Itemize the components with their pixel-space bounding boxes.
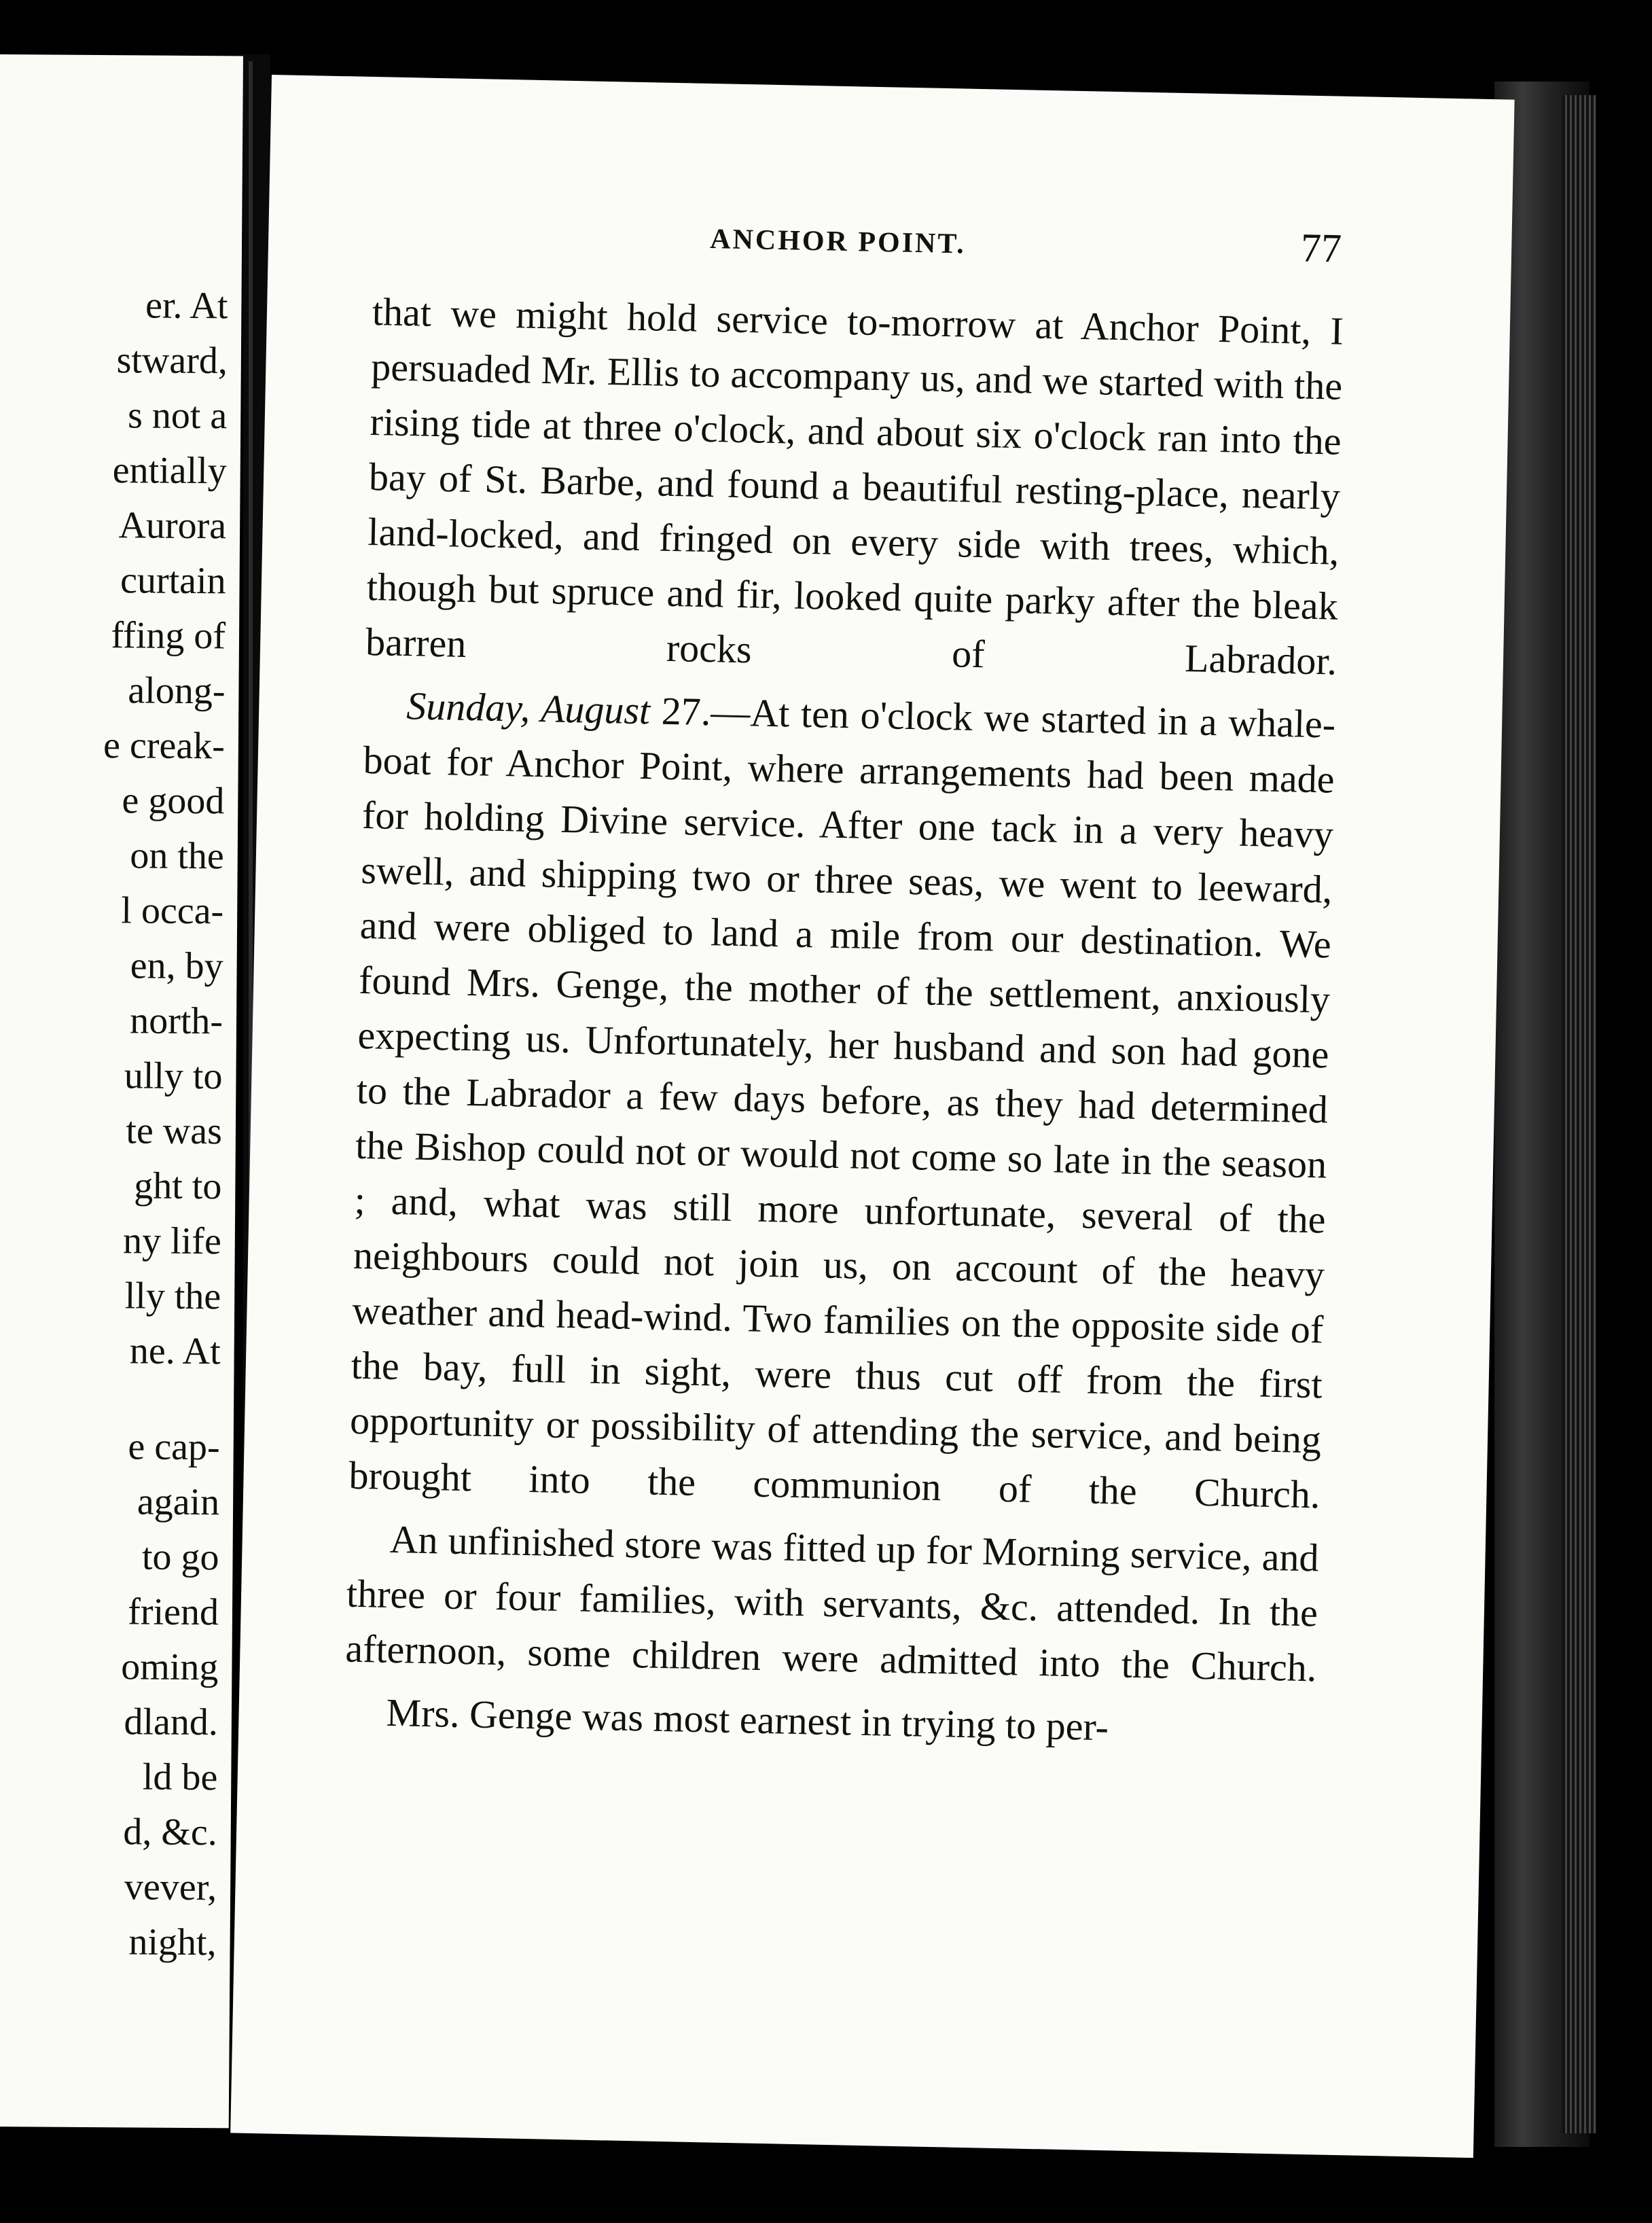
left-page-line: ully to [124,1054,223,1098]
left-page-line: en, by [130,944,223,988]
paragraph-3: An unfinished store was fitted up for Morning service, and three or four families, with servants, &c. attended. In the afternoon, some children were admitted into the Church. [344,1516,1320,1690]
left-page-line: friend [128,1590,219,1634]
left-page-line: d, &c. [123,1811,217,1854]
left-page-line: on the [130,834,224,878]
left-page-line: ne. At [129,1330,221,1373]
left-page-line: er. At [145,284,228,327]
left-page-line: l occa- [121,889,224,933]
left-page-line: dland. [124,1701,219,1744]
left-page-line: north- [129,999,223,1043]
left-page-line: s not a [127,394,228,438]
left-page-line: night, [128,1921,217,1964]
paragraph-2-text: 27.—At ten o'clock we started in a whale-boat for Anchor Point, where arrangements had been made for holding Divine service. After one tack in a very heavy swell, and shipping two or three seas, we went to leeward, and were obliged to land a mile from our destination. We found Mrs. Genge, the mother of the settlement, anxiously expecting us. Unfortunately, her husband and son had gone to the Labrador a few days before, as they had determined the Bishop could not or would not come so late in the season ; and, what was still more unfortunate, several of the neighbours could not join us, on account of the heavy weather and head-wind. Two families on the opposite side of the bay, full in sight, were thus cut off from the first opportunity or possibility of attending the service, and being brought into the communion of the Church. [348,688,1336,1517]
left-page-line: curtain [120,559,226,603]
paragraph-2 [348,677,1336,1522]
paragraph-1: that we might hold service to-morrow at Anchor Point, I persuaded Mr. Ellis to accompany us, and we started with the rising tide at three o'clock, and about six o'clock ran into the bay of St. Barbe, and found a beautiful resting-place, nearly land-locked, and fringed on every side with trees, which, though but spruce and fir, looked quite parky after the bleak barren rocks of Labrador. [365,289,1344,683]
left-page-line: Aurora [118,504,227,548]
left-page-line: to go [141,1535,219,1579]
page-stack-edges [1562,95,1596,2133]
date-lead: Sunday, August [406,683,651,733]
running-head: ANCHOR POINT. [709,224,967,260]
left-page-line: along- [128,669,226,713]
left-page-line: vever, [124,1866,217,1909]
paragraph-4: Mrs. Genge was most earnest in trying to per- [386,1690,1109,1749]
page-number: 77 [1300,225,1342,271]
left-page-line: te was [126,1109,223,1153]
left-page-line: ny life [122,1220,222,1263]
left-page-line: e cap- [128,1425,220,1469]
left-page-line: again [137,1480,220,1524]
book-page [230,75,1514,2158]
left-page-line: stward, [116,339,228,383]
left-page-line: e good [122,779,225,823]
left-page-line: e creak- [103,724,226,768]
left-page-line: ld be [142,1756,218,1799]
page-body [344,284,1344,1766]
left-page-line: oming [121,1646,219,1689]
left-page-line: lly the [124,1275,221,1318]
left-page-line: ght to [134,1164,222,1208]
previous-page-fragment [0,54,243,2128]
left-page-line: entially [112,449,227,493]
left-page-line: ffing of [111,614,226,658]
